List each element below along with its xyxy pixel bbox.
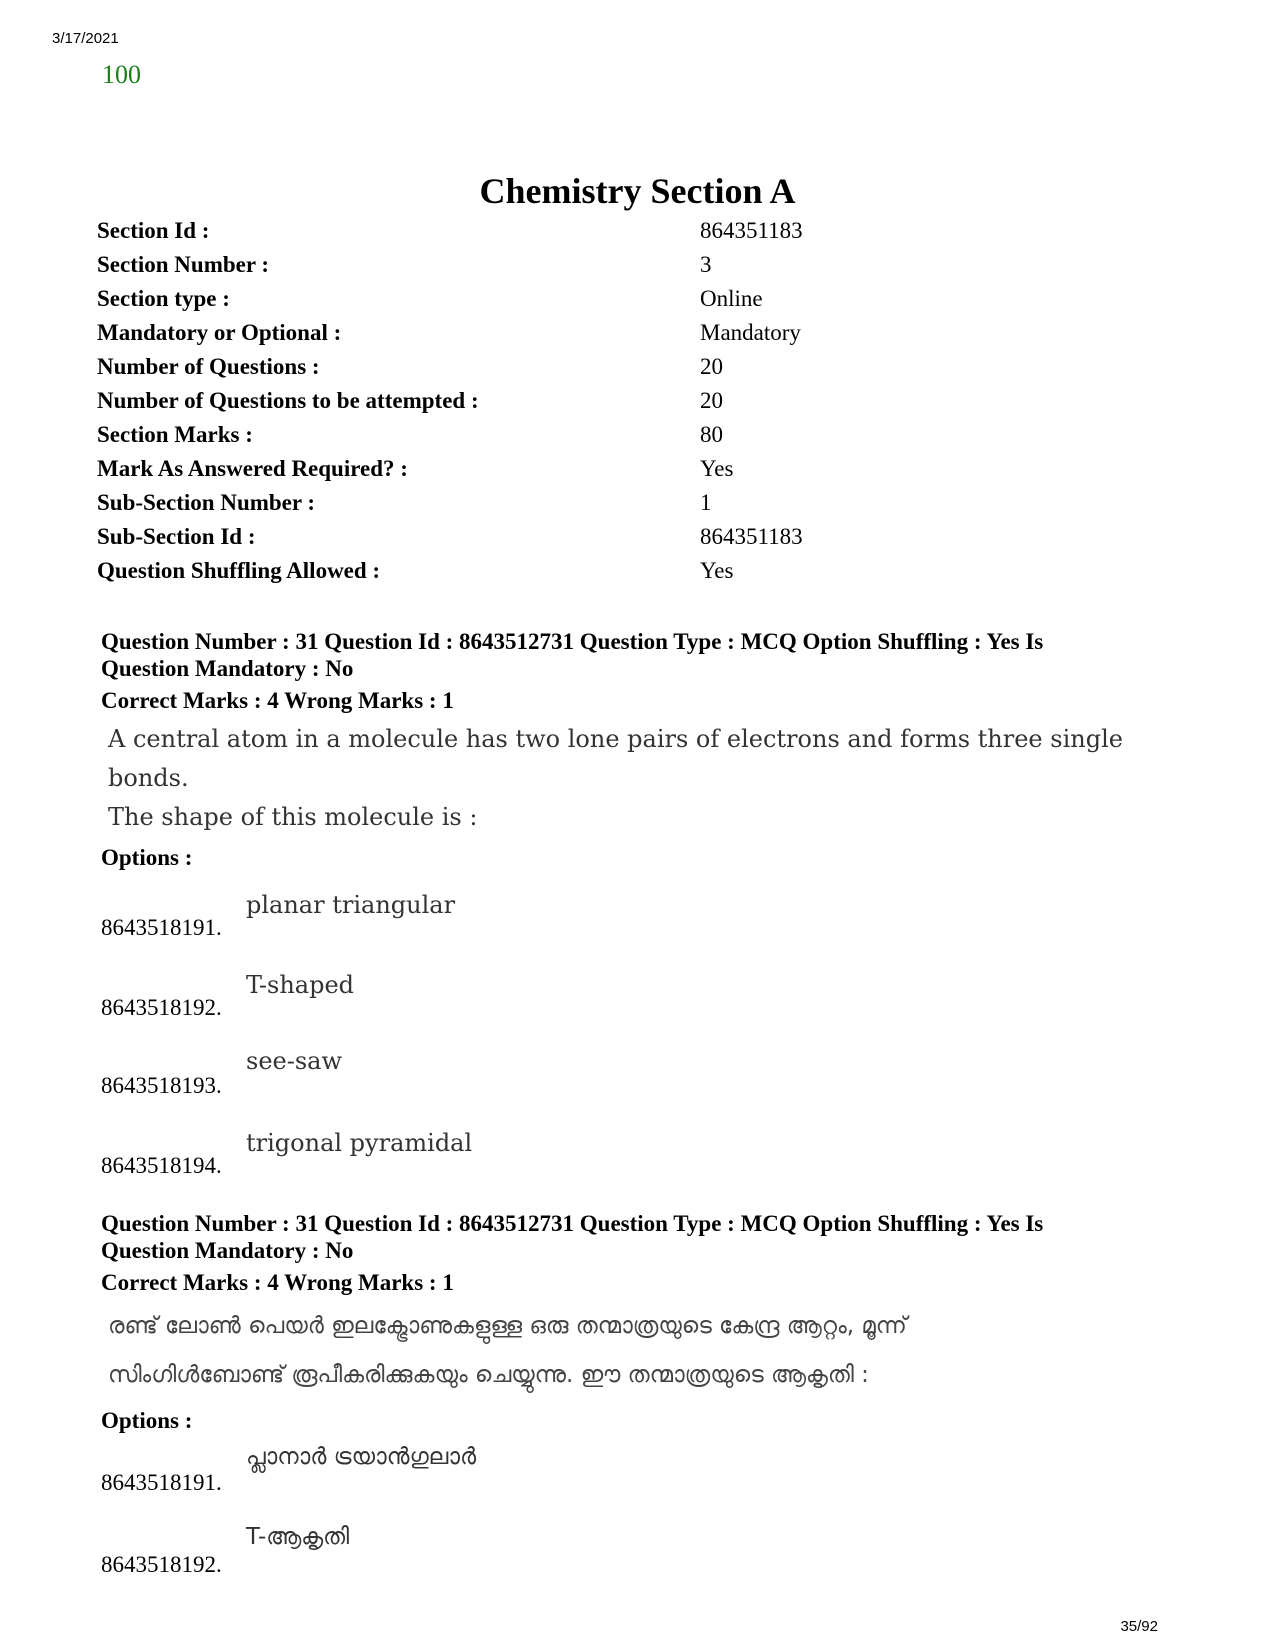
option-text: planar triangular	[246, 891, 456, 919]
info-label: Mandatory or Optional :	[97, 320, 342, 345]
info-row	[97, 558, 1197, 592]
info-row	[97, 286, 1197, 320]
info-row	[97, 388, 1197, 422]
score-number: 100	[102, 60, 141, 89]
options-label: Options :	[101, 845, 193, 870]
question-text	[101, 720, 1211, 837]
option-number: 8643518191.	[101, 915, 222, 940]
info-value: 1	[700, 490, 712, 515]
info-label: Section Number :	[97, 252, 270, 277]
info-row	[97, 524, 1197, 558]
option-text: see-saw	[246, 1047, 342, 1075]
question-text-line: The shape of this molecule is :	[108, 803, 478, 831]
info-value: 20	[700, 388, 723, 413]
option-item[interactable]	[101, 885, 1211, 967]
info-row	[97, 218, 1197, 252]
section-info-table	[97, 218, 1197, 592]
options-list	[101, 1442, 1211, 1606]
question-marks: Correct Marks : 4 Wrong Marks : 1	[101, 1270, 454, 1295]
option-item[interactable]	[101, 1049, 1211, 1131]
info-value: 20	[700, 354, 723, 379]
question-text-line: A central atom in a molecule has two lone pairs of electrons and forms three single bonds.	[108, 725, 1123, 792]
option-text: പ്ലാനാർ ട്രയാൻഗുലാർ	[246, 1444, 477, 1470]
option-number: 8643518194.	[101, 1153, 222, 1178]
question-text	[101, 1302, 1211, 1400]
question-header-line: Question Number : 31 Question Id : 8643512731 Question Type : MCQ Option Shuffling : Yes Is	[101, 629, 1044, 654]
info-value: Yes	[700, 558, 734, 583]
options-label: Options :	[101, 1408, 193, 1433]
question-block-english	[101, 628, 1211, 1213]
section-title: Chemistry Section A	[479, 171, 796, 211]
info-row	[97, 456, 1197, 490]
question-text-line: സിംഗിൾബോണ്ട് രൂപീകരിക്കുകയും ചെയ്യുന്നു. ഈ തന്മാത്രയുടെ ആകൃതി :	[108, 1362, 869, 1388]
options-list	[101, 885, 1211, 1213]
question-header	[101, 628, 1211, 682]
question-header-line: Question Mandatory : No	[101, 1238, 354, 1263]
question-marks: Correct Marks : 4 Wrong Marks : 1	[101, 688, 454, 713]
info-row	[97, 354, 1197, 388]
question-header	[101, 1210, 1211, 1264]
option-item[interactable]	[101, 967, 1211, 1049]
option-text: T-ആകൃതി	[246, 1524, 350, 1550]
info-label: Sub-Section Id :	[97, 524, 256, 549]
info-value: 3	[700, 252, 712, 277]
option-text: trigonal pyramidal	[246, 1129, 473, 1157]
option-item[interactable]	[101, 1524, 1211, 1606]
question-header-line: Question Number : 31 Question Id : 8643512731 Question Type : MCQ Option Shuffling : Yes Is	[101, 1211, 1044, 1236]
info-label: Number of Questions to be attempted :	[97, 388, 479, 413]
info-label: Mark As Answered Required? :	[97, 456, 408, 481]
option-item[interactable]	[101, 1442, 1211, 1524]
info-value: 864351183	[700, 524, 803, 549]
info-value: Mandatory	[700, 320, 801, 345]
info-row	[97, 490, 1197, 524]
info-value: 864351183	[700, 218, 803, 243]
info-value: Online	[700, 286, 763, 311]
option-number: 8643518193.	[101, 1073, 222, 1098]
option-number: 8643518191.	[101, 1470, 222, 1495]
info-label: Number of Questions :	[97, 354, 320, 379]
info-row	[97, 422, 1197, 456]
question-text-line: രണ്ട് ലോൺ പെയർ ഇലക്ട്രോണുകളുള്ള ഒരു തന്മാത്രയുടെ കേന്ദ്ര ആറ്റം, മൂന്ന്	[108, 1313, 907, 1339]
option-number: 8643518192.	[101, 1552, 222, 1577]
option-number: 8643518192.	[101, 995, 222, 1020]
info-value: 80	[700, 422, 723, 447]
info-label: Question Shuffling Allowed :	[97, 558, 381, 583]
print-date: 3/17/2021	[52, 30, 119, 47]
option-item[interactable]	[101, 1131, 1211, 1213]
question-header-line: Question Mandatory : No	[101, 656, 354, 681]
info-label: Section Id :	[97, 218, 210, 243]
info-row	[97, 320, 1197, 354]
info-label: Section Marks :	[97, 422, 253, 447]
info-label: Section type :	[97, 286, 230, 311]
option-text: T-shaped	[246, 971, 355, 999]
info-row	[97, 252, 1197, 286]
question-block-malayalam	[101, 1210, 1211, 1606]
info-value: Yes	[700, 456, 734, 481]
page-number: 35/92	[1120, 1618, 1158, 1635]
info-label: Sub-Section Number :	[97, 490, 316, 515]
